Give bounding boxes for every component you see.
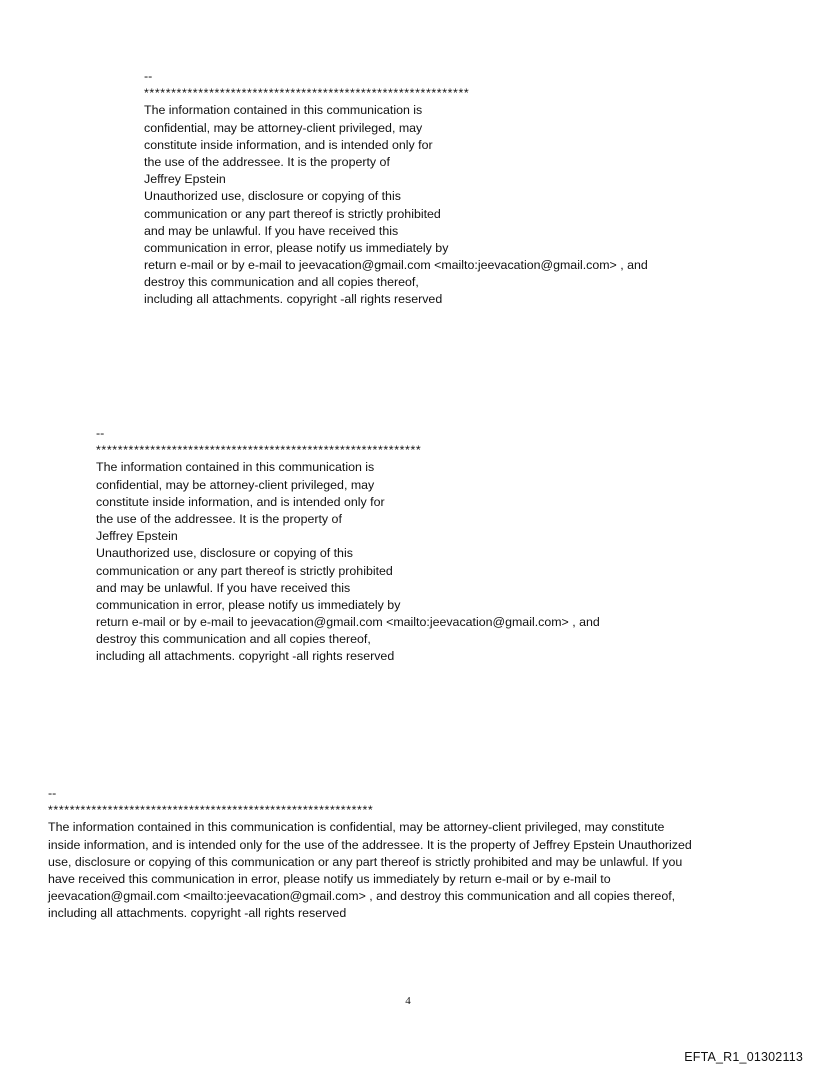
disclaimer-line: Jeffrey Epstein xyxy=(144,172,226,187)
asterisk-separator: ************************************************************ xyxy=(96,443,422,458)
disclaimer-line: return e-mail or by e-mail to jeevacation@gmail.com <mailto:jeevacation@gmail.com> , and xyxy=(144,258,648,273)
disclaimer-line: communication or any part thereof is strictly prohibited xyxy=(96,563,393,578)
document-id: EFTA_R1_01302113 xyxy=(684,1050,803,1064)
disclaimer-line: communication or any part thereof is strictly prohibited xyxy=(144,206,441,221)
disclaimer-line: constitute inside information, and is intended only for xyxy=(96,494,385,509)
disclaimer-line: including all attachments. copyright -all rights reserved xyxy=(48,906,347,921)
disclaimer-line: The information contained in this communication is xyxy=(96,460,375,475)
disclaimer-line: jeevacation@gmail.com <mailto:jeevacation@gmail.com> , and destroy this communication and all copies thereof, xyxy=(48,889,676,904)
signature-dashes: -- xyxy=(144,69,153,83)
signature-dashes: -- xyxy=(96,426,105,440)
disclaimer-line: inside information, and is intended only for the use of the addressee. It is the property of Jeffrey Epstein Unauthorized xyxy=(48,837,692,852)
disclaimer-line: and may be unlawful. If you have received this xyxy=(96,580,351,595)
disclaimer-line: The information contained in this communication is xyxy=(144,103,423,118)
disclaimer-line: including all attachments. copyright -all rights reserved xyxy=(144,292,443,307)
disclaimer-block-2 xyxy=(96,425,600,666)
disclaimer-line: communication in error, please notify us immediately by xyxy=(144,240,449,255)
disclaimer-line: constitute inside information, and is intended only for xyxy=(144,137,433,152)
asterisk-separator: ************************************************************ xyxy=(48,803,374,818)
disclaimer-line: Jeffrey Epstein xyxy=(96,529,178,544)
disclaimer-line: communication in error, please notify us immediately by xyxy=(96,597,401,612)
disclaimer-line: destroy this communication and all copies thereof, xyxy=(144,275,419,290)
disclaimer-line: confidential, may be attorney-client privileged, may xyxy=(96,477,375,492)
disclaimer-line: The information contained in this communication is confidential, may be attorney-client privileged, may constitute xyxy=(48,820,665,835)
disclaimer-line: Unauthorized use, disclosure or copying of this xyxy=(144,189,401,204)
disclaimer-line: including all attachments. copyright -all rights reserved xyxy=(96,649,395,664)
disclaimer-line: use, disclosure or copying of this communication or any part thereof is strictly prohibited and may be unlawful. If you xyxy=(48,854,683,869)
asterisk-separator: ************************************************************ xyxy=(144,86,470,101)
disclaimer-line: Unauthorized use, disclosure or copying of this xyxy=(96,546,353,561)
disclaimer-line: destroy this communication and all copies thereof, xyxy=(96,632,371,647)
disclaimer-block-3 xyxy=(48,785,692,923)
disclaimer-line: have received this communication in error, please notify us immediately by return e-mail or by e-mail to xyxy=(48,871,611,886)
disclaimer-line: the use of the addressee. It is the property of xyxy=(96,511,342,526)
disclaimer-line: confidential, may be attorney-client privileged, may xyxy=(144,120,423,135)
signature-dashes: -- xyxy=(48,786,57,800)
disclaimer-block-1 xyxy=(144,68,648,309)
disclaimer-line: return e-mail or by e-mail to jeevacation@gmail.com <mailto:jeevacation@gmail.com> , and xyxy=(96,615,600,630)
page-number: 4 xyxy=(405,995,411,1007)
disclaimer-line: the use of the addressee. It is the property of xyxy=(144,154,390,169)
disclaimer-line: and may be unlawful. If you have received this xyxy=(144,223,399,238)
